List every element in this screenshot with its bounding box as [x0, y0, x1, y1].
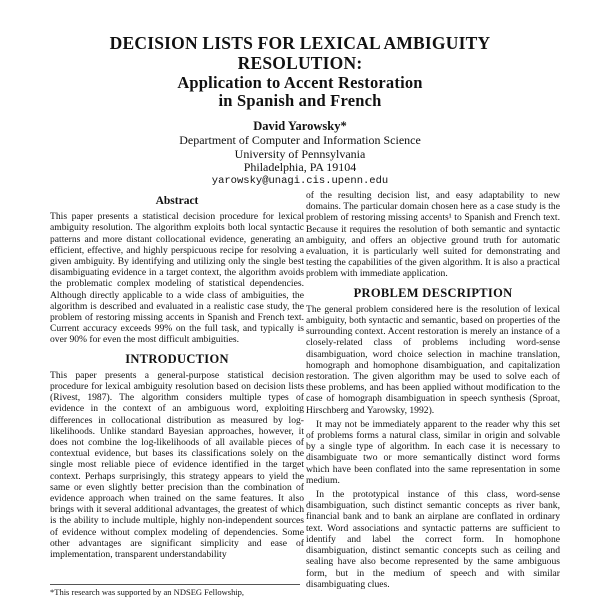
author-name: David Yarowsky* — [253, 119, 347, 133]
author-university: University of Pennsylvania — [234, 147, 366, 161]
author-department: Department of Computer and Information Science — [179, 133, 421, 147]
problem-description-heading: PROBLEM DESCRIPTION — [353, 285, 513, 300]
left-column — [50, 196, 304, 600]
problem-paragraph-1: The general problem considered here is the resolution of lexical ambiguity, both syntactic and semantic, based on properties of the surrounding context. Accent restoration is merely an instance of a closely-related class of problems including word-sense disambiguation, word choice selection in machine translation, homograph and homophone disambiguation, and capitalization restoration. The given algorithm may be used to solve each of these problems, and has been applied without modification to the case of homograph disambiguation in speech synthesis (Sproat, Hirschberg and Yarowsky, 1992). — [306, 303, 560, 416]
introduction-heading: INTRODUCTION — [125, 351, 229, 366]
right-column — [306, 190, 560, 600]
title-line-1: DECISION LISTS FOR LEXICAL AMBIGUITY — [109, 33, 491, 53]
subtitle-line-1: Application to Accent Restoration — [177, 73, 423, 92]
title-line-2: RESOLUTION: — [237, 53, 363, 73]
abstract-text: This paper presents a statistical decision procedure for lexical ambiguity resolution. The algorithm exploits both local syntactic patterns and more distant collocational evidence, generating an efficient, effective, and highly perspicuous recipe for resolving a given ambiguity. By identifying and utilizing only the single best disambiguating evidence in a target context, the algorithm avoids the problematic complex modeling of statistical dependencies. Although directly applicable to a wide class of ambiguities, the algorithm is described and evaluated in a realistic case study, the problem of restoring missing accents in Spanish and French text. Current accuracy exceeds 99% on the full task, and typically is over 90% for even the most difficult ambiguities. — [50, 211, 304, 346]
footnote: *This research was supported by an NDSEG Fellowship, — [50, 584, 300, 597]
author-email: yarowsky@unagi.cis.upenn.edu — [211, 175, 389, 187]
introduction-continued-text: of the resulting decision list, and easy adaptability to new domains. The particular domain chosen here as a case study is the problem of restoring missing accents¹ to Spanish and French text. Because it requires the resolution of both semantic and syntactic ambiguity, and offers an objective ground truth for automatic evaluation, it is particularly well suited for demonstrating and testing the capabilities of the given algorithm. It is also a practical problem with immediate application. — [306, 190, 560, 280]
problem-paragraph-3: In the prototypical instance of this class, word-sense disambiguation, such distinct semantic concepts as river bank, financial bank and to bank an airplane are conflated in ordinary text. Word associations and syntactic patterns are sufficient to identify and label the correct form. In homophone disambiguation, distinct semantic concepts such as ceiling and sealing have also become represented by the same ambiguous form, but in the medium of speech and with similar disambiguating clues. — [306, 489, 560, 590]
introduction-text: This paper presents a general-purpose statistical decision procedure for lexical ambiguity resolution based on decision lists (Rivest, 1987). The algorithm considers multiple types of evidence in the context of an ambiguous word, exploiting differences in collocational distribution as measured by log-likelihoods. Unlike standard Bayesian approaches, however, it does not combine the log-likelihoods of all available pieces of contextual evidence, but bases its classifications solely on the single most reliable piece of evidence identified in the target context. Perhaps surprisingly, this strategy appears to yield the same or even slightly better precision than the combination of evidence approach when trained on the same features. It also brings with it several additional advantages, the greatest of which is the ability to include multiple, highly non-independent sources of evidence without complex modeling of dependencies. Some other advantages are significant simplicity and ease of implementation, transparent understandability — [50, 369, 304, 561]
author-city: Philadelphia, PA 19104 — [243, 160, 357, 174]
problem-paragraph-2: It may not be immediately apparent to the reader why this set of problems forms a natural class, similar in origin and solvable by a single type of algorithm. In each case it is necessary to disambiguate two or more semantically distinct word forms which have been conflated into the same representation in some medium. — [306, 418, 560, 486]
subtitle-line-2: in Spanish and French — [218, 91, 382, 110]
abstract-heading: Abstract — [155, 196, 199, 207]
